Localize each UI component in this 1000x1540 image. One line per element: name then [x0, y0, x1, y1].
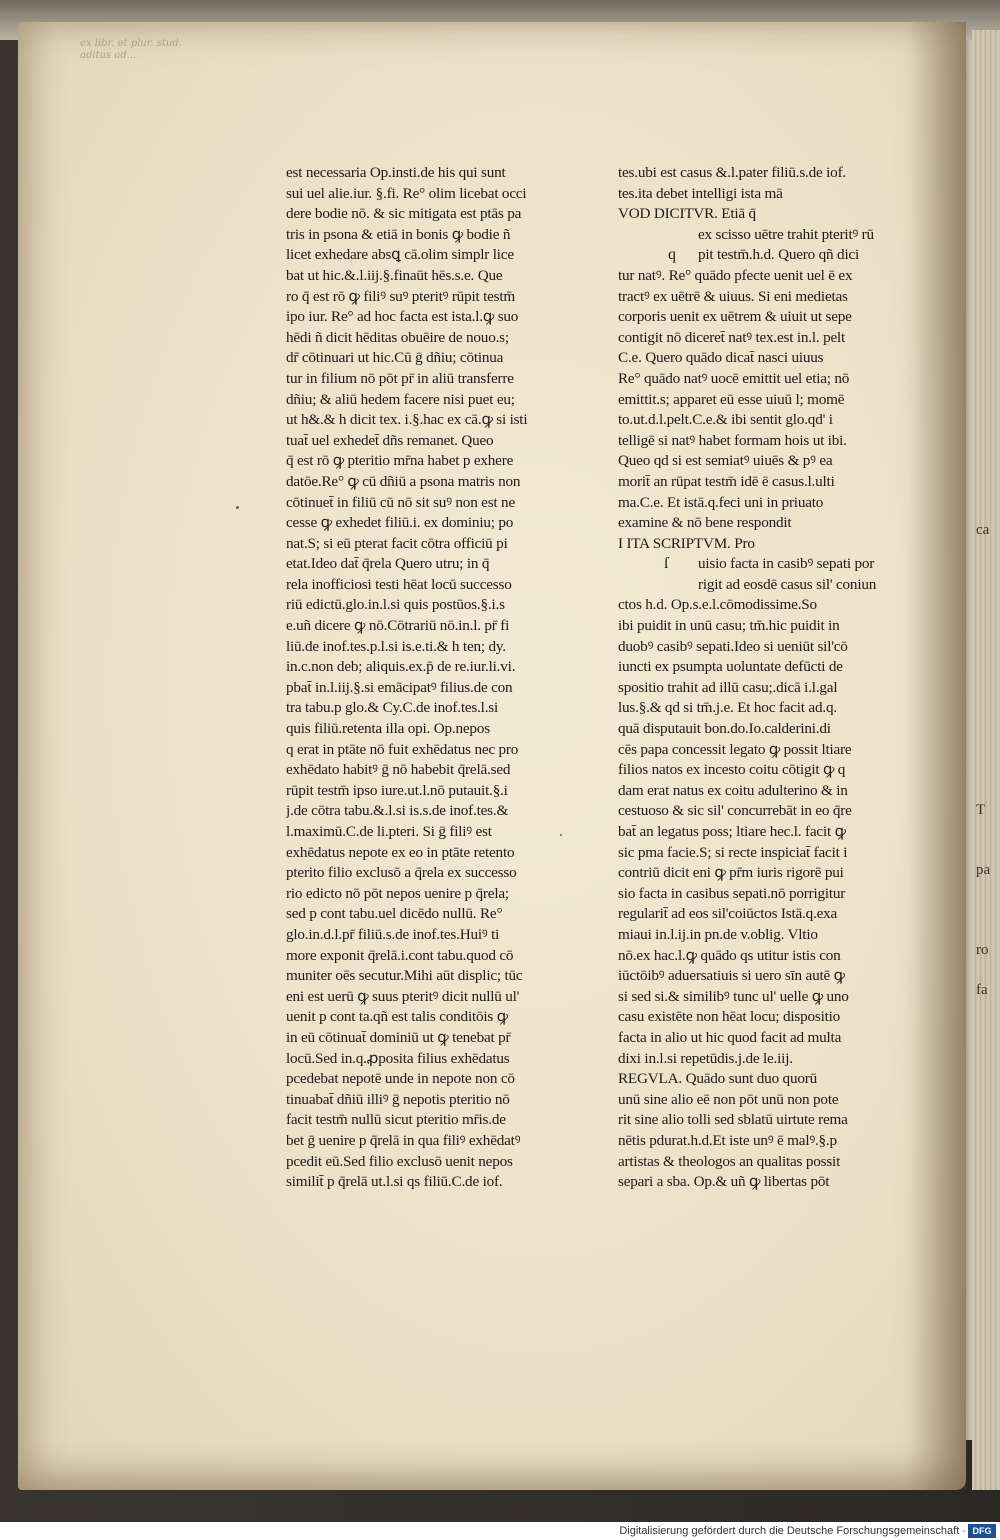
margin-note-line: aditus ad...	[80, 50, 137, 61]
paper-speck	[560, 834, 562, 836]
text-line: sio facta in casibus sepati.nō porrigitur	[618, 884, 846, 902]
text-line: locū.Sed in.q.ꝓposita filius exhēdatus	[286, 1049, 510, 1067]
text-line: examine & nō bene respondit	[618, 514, 792, 532]
text-line: tur in filium nō pōt pr̄ in aliū transferre	[286, 369, 514, 387]
text-line: dr̄ cōtinuari ut hic.Cū ḡ dñiu; cōtinua	[286, 349, 504, 367]
text-line: filios natos ex incesto coitu cōtigit ꝙ q	[618, 761, 846, 779]
text-line: casu existēte non hēat locu; dispositio	[618, 1008, 841, 1026]
text-line: tris in psona & etiā in bonis ꝙ bodie ñ	[286, 225, 511, 243]
text-line: tur natꝰ. Re° quādo pfecte uenit uel ē ex	[618, 266, 853, 284]
text-line: tinuabat̄ dñiū illiꝰ ḡ nepotis pteritio nō	[286, 1090, 510, 1108]
text-line: tra tabu.p glo.& Cy.C.de inof.tes.l.si	[286, 699, 499, 717]
text-line: cestuoso & sic sil' concurrebāt in eo q̄re	[618, 802, 852, 820]
text-line: nētis pdurat.h.d.Et iste unꝰ ē malꝰ.§.p	[618, 1131, 837, 1149]
text-line: to.ut.d.l.pelt.C.e.& ibi sentit glo.qd' i	[618, 411, 833, 429]
text-line: j.de cōtra tabu.&.l.si is.s.de inof.tes.&	[286, 802, 509, 820]
text-line: emittit.s; apparet eū esse uiuū l; momē	[618, 390, 845, 408]
left-text-column	[286, 163, 548, 1193]
text-line: separi a sba. Op.& uñ ꝙ libertas pōt	[618, 1173, 830, 1191]
text-line: REGVLA. Quādo sunt duo quorū	[618, 1070, 817, 1088]
text-line: nat.S; si eū pterat facit cōtra officiū pi	[286, 534, 508, 552]
text-line: sic pma facie.S; si recte inspiciat̄ facit i	[618, 843, 848, 861]
text-line: est necessaria Op.insti.de his qui sunt	[286, 164, 506, 181]
text-line: muniter oēs secutur.Mihi aūt displic; tūc	[286, 967, 523, 985]
text-line: cēs papa concessit legato ꝙ possit ltiare	[618, 740, 852, 758]
book-fore-edge	[972, 30, 1000, 1490]
text-line: ex scisso uētre trahit pteritꝰ rū	[698, 225, 874, 243]
text-line: cōtinuet̄ in filiū cū nō sit suꝰ non est ne	[286, 493, 515, 511]
gutter-shadow	[906, 22, 966, 1490]
text-line: regularit̄ ad eos sil'coiūctos Istā.q.exa	[618, 905, 838, 923]
footer-credit: Digitalisierung gefördert durch die Deutsche Forschungsgemeinschaft ·	[619, 1525, 966, 1537]
text-line: pterito filio exclusō a q̄rela ex successo	[286, 864, 517, 882]
text-line: ibi puidit in unū casu; tm̄.hic puidit in	[618, 617, 840, 635]
text-line: hēdi ñ dicit hēditas obuēire de nouo.s;	[286, 328, 509, 346]
text-line: cesse ꝙ exhedet filiū.i. ex dominiu; po	[286, 514, 514, 532]
text-line: q̄ est rō ꝙ pteritio mr̄na habet p exhere	[286, 452, 514, 470]
text-line: sed p cont tabu.uel dicēdo nullū. Re°	[286, 905, 503, 923]
text-line: tes.ita debet intelligi ista mā	[618, 184, 783, 202]
text-line: dam erat natus ex coitu adulterino & in	[618, 781, 848, 799]
text-line: unū sine alio eē non pōt unū non pote	[618, 1090, 839, 1108]
text-line: pcedit eū.Sed filio exclusō uenit nepos	[286, 1152, 513, 1170]
text-line: lus.§.& qd si tm̄.j.e. Et hoc facit ad.q.	[618, 699, 837, 717]
text-line: dixi in.l.si repetūdis.j.de le.iij.	[618, 1049, 793, 1067]
text-line: pcedebat nepotē unde in nepote non cō	[286, 1070, 515, 1088]
text-line: etat.Ideo dat̄ q̄rela Quero utru; in q̄	[286, 555, 490, 573]
text-line: similit̄ p q̄relā ut.l.si qs filiū.C.de iof.	[286, 1173, 503, 1191]
text-line: datōe.Re° ꝙ cū dñiū a psona matris non	[286, 472, 521, 490]
text-line: l.maximū.C.de li.pteri. Si ḡ filiꝰ est	[286, 823, 492, 840]
text-line: miaui in.l.ij.in pn.de v.oblig. Vltio	[618, 925, 818, 943]
text-line: si sed si.& similibꝰ tunc ul' uelle ꝙ uno	[618, 987, 849, 1005]
text-line: VOD DICITVR. Etiā q̄	[618, 205, 756, 223]
text-line: in.c.non deb; aliquis.ex.p̄ de re.iur.li.vi.	[286, 658, 516, 676]
text-line: uenit p cont ta.qñ est talis conditōis ꝙ	[286, 1008, 508, 1026]
margin-note-line: ex libr. et plur. stud.	[80, 38, 182, 49]
text-line: rela inofficiosi testi hēat locū successo	[286, 575, 512, 593]
right-text-column	[618, 163, 908, 1193]
text-line: bat̄ an legatus poss; ltiare hec.l. facit ꝙ	[618, 823, 846, 840]
text-line: more exponit q̄relā.i.cont tabu.quod cō	[286, 946, 514, 964]
text-line: in eū cōtinuat̄ dominiū ut ꝙ tenebat pr̄	[286, 1028, 511, 1046]
text-line: ma.C.e. Et istā.q.feci uni in priuato	[618, 493, 824, 511]
text-line: bet ḡ uenire p q̄relā in qua filiꝰ exhēdatꝰ	[286, 1131, 521, 1149]
text-line: e.uñ dicere ꝙ nō.Cōtrariū nō.in.l. pr̄ fi	[286, 617, 510, 635]
text-line: Re° quādo natꝰ uocē emittit uel etia; nō	[618, 369, 850, 387]
text-line: tes.ubi est casus &.l.pater filiū.s.de iof.	[618, 164, 847, 181]
text-line: artistas & theologos an qualitas possit	[618, 1152, 841, 1170]
text-line: q erat in ptāte nō fuit exhēdatus nec pro	[286, 740, 519, 758]
text-line: quis filiū.retenta illa opi. Op.nepos	[286, 720, 490, 738]
text-line: glo.in.d.l.pr̄ filiū.s.de inof.tes.Huiꝰ ti	[286, 925, 500, 943]
text-line: exhēdato habitꝰ ḡ nō habebit q̄relā.sed	[286, 761, 511, 779]
facing-page-fragment: pa	[976, 862, 991, 878]
text-line: nō.ex hac.l.ꝙ quādo qs utitur istis con	[618, 946, 841, 964]
text-line: telligē si natꝰ habet formam hois ut ibi.	[618, 431, 847, 449]
text-line: quā disputauit bon.do.Io.calderini.di	[618, 720, 831, 738]
text-line: C.e. Quero quādo dicat̄ nasci uiuus	[618, 349, 824, 367]
text-line: I ITA SCRIPTVM. Pro	[618, 534, 755, 552]
text-line: duobꝰ casibꝰ sepati.Ideo si ueniūt sil'cō	[618, 637, 848, 655]
text-line: contriū dicit eni ꝙ pr̄m iuris rigorē pui	[618, 864, 844, 882]
text-line: pit testm̄.h.d. Quero qñ dici	[698, 246, 860, 264]
facing-page-fragment: ro	[976, 942, 989, 958]
text-line: eni est uerū ꝙ suus pteritꝰ dicit nullū ul'	[286, 987, 520, 1005]
text-line: sui uel alie.iur. §.fi. Re° olim licebat occi	[286, 184, 527, 202]
text-line: corporis uenit ex uētrem & uiuit ut sepe	[618, 308, 852, 326]
text-line: uisio facta in casibꝰ sepati por	[698, 555, 875, 573]
text-line: morit̄ an rūpat testm̄ idē ē casus.l.ulti	[618, 472, 835, 490]
text-line: rit sine alio tolli sed sblatū uirtute rema	[618, 1111, 848, 1129]
text-line: contigit nō diceret̄ natꝰ tex.est in.l. pelt	[618, 328, 846, 346]
facing-page-fragment: fa	[976, 982, 988, 998]
text-line: ro q̄ est rō ꝙ filiꝰ suꝰ pteritꝰ rūpit testm̄	[286, 287, 516, 305]
facing-page-fragment: ca	[976, 522, 990, 538]
text-line: tuat̄ uel exhedet̄ dñs remanet. Queo	[286, 431, 494, 449]
text-line: rigit ad eosdē casus sil' coniun	[698, 575, 877, 593]
text-line: iūctōibꝰ aduersatiuis si uero sīn autē ꝙ	[618, 967, 845, 985]
text-line: dñiu; & aliū hedem facere nisi puet eu;	[286, 390, 515, 408]
text-line: licet exhedare absꝗ cā.olim simplr lice	[286, 246, 514, 264]
text-line: pbat̄ in.l.iij.§.si emācipatꝰ filius.de con	[286, 678, 513, 696]
handwritten-margin-note	[80, 38, 360, 62]
text-line: rio edicto nō pōt nepos uenire p q̄rela;	[286, 884, 509, 902]
text-line: facit testm̄ nullū sicut pteritio mr̄is.de	[286, 1111, 506, 1129]
dfg-logo: DFG	[968, 1524, 996, 1538]
paper-speck	[236, 506, 239, 509]
text-line: bat ut hic.&.l.iij.§.finaūt hēs.s.e. Que	[286, 266, 503, 284]
text-line: tractꝰ ex uētrē & uiuus. Si eni medietas	[618, 287, 848, 305]
text-line: ut h&.& h dicit tex. i.§.hac ex cā.ꝙ si isti	[286, 411, 528, 429]
text-line: riū edictū.glo.in.l.si quis postūos.§.i.s	[286, 596, 505, 614]
text-line: rūpit testm̄ ipso iure.ut.l.nō putauit.§.i	[286, 781, 508, 799]
text-line: dere bodie nō. & sic mitigata est ptās pa	[286, 205, 522, 223]
text-line: facta in alio ut hic quod facit ad multa	[618, 1028, 842, 1046]
text-line: liū.de inof.tes.p.l.si is.e.ti.& h ten; dy.	[286, 637, 506, 655]
facing-page-fragment: T	[976, 802, 986, 818]
text-line: exhēdatus nepote ex eo in ptāte retento	[286, 843, 515, 861]
text-line: Queo qd si est semiatꝰ uiuēs & pꝰ ea	[618, 452, 833, 470]
text-line: spositio trahit ad illū casu;.dicā i.l.gal	[618, 678, 838, 696]
drop-capital-guide-q: q	[668, 246, 676, 263]
drop-capital-guide-f: ſ	[664, 555, 669, 572]
footer-bar	[0, 1522, 1000, 1540]
text-line: iuncti ex psumpta uoluntate defūcti de	[618, 658, 843, 676]
text-line: ipo iur. Re° ad hoc facta est ista.l.ꝙ suo	[286, 308, 519, 326]
text-line: ctos h.d. Op.s.e.l.cōmodissime.So	[618, 596, 817, 614]
